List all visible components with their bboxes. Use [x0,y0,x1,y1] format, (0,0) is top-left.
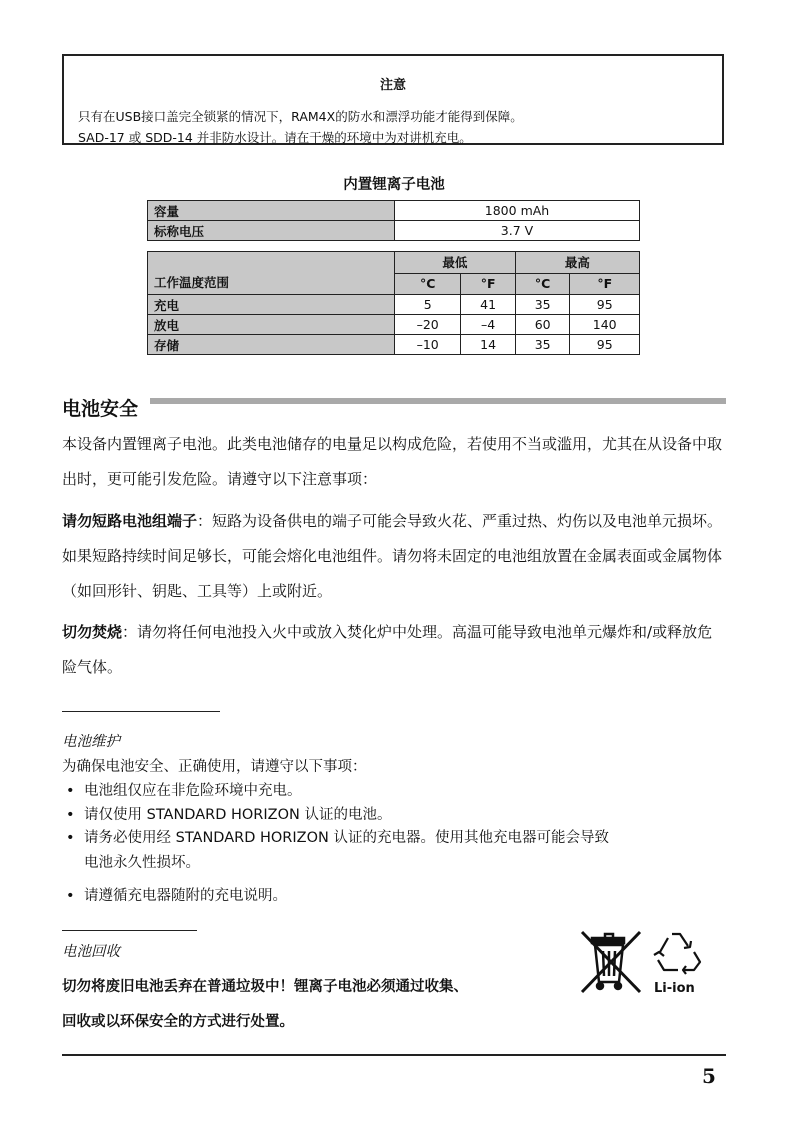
cell: 95 [570,335,640,355]
list-item: • 请遵循充电器随附的充电说明。 [66,888,287,904]
safety-intro: 本设备内置锂离子电池。此类电池储存的电量足以构成危险，若使用不当或滥用，尤其在从设备中取出时，更可能引发危险。请遵守以下注意事项： [62,435,723,488]
crossed-bin-icon [578,928,644,996]
incineration-text: ：请勿将任何电池投入火中或放入焚化炉中处理。高温可能导致电池单元爆炸和/或释放危险气体。 [62,623,713,676]
short-circuit-label: 请勿短路电池组端子 [62,512,198,530]
voltage-value: 3.7 V [395,221,640,241]
cell: –10 [395,335,461,355]
cell: 35 [515,335,570,355]
list-item: • 请务必使用经 STANDARD HORIZON 认证的充电器。使用其他充电器可能会导致 [66,830,609,846]
section-heading-bar [150,398,726,404]
cell: –4 [461,315,516,335]
recycle-icon [650,928,706,976]
table-row [148,335,640,355]
cell: 95 [570,295,640,315]
table-row [148,315,640,335]
min-celsius-header: °C [395,273,461,295]
page-number: 5 [702,1064,716,1088]
table-row [148,221,640,241]
notice-line-1: 只有在USB接口盖完全锁紧的情况下，RAM4X的防水和漂浮功能才能得到保障。 [78,109,523,124]
list-item-continuation: 电池永久性损坏。 [84,855,200,871]
cell: 5 [395,295,461,315]
list-item: • 电池组仅应在非危险环境中充电。 [66,783,302,799]
recycling-title: 电池回收 [62,944,120,960]
cell: 140 [570,315,640,335]
list-item: • 请仅使用 STANDARD HORIZON 认证的电池。 [66,807,392,823]
row-label: 存储 [148,335,395,355]
footer-rule [62,1054,726,1056]
row-label: 充电 [148,295,395,315]
table-row [148,252,640,274]
maintenance-title: 电池维护 [62,734,120,750]
cell: 60 [515,315,570,335]
recycling-text-line-2: 回收或以环保安全的方式进行处置。 [62,1014,294,1030]
incineration-warning [62,615,726,685]
row-label: 放电 [148,315,395,335]
voltage-label: 标称电压 [148,221,395,241]
battery-table-caption: 内置锂离子电池 [343,177,445,193]
capacity-value: 1800 mAh [395,201,640,221]
recycling-text-line-1: 切勿将废旧电池丢弃在普通垃圾中！锂离子电池必须通过收集、 [62,979,468,995]
maintenance-intro: 为确保电池安全、正确使用，请遵守以下事项： [62,759,367,775]
incineration-label: 切勿焚烧 [62,623,123,641]
max-fahrenheit-header: °F [570,273,640,295]
temperature-range-label: 工作温度范围 [148,252,395,295]
max-celsius-header: °C [515,273,570,295]
battery-temperature-table [147,251,640,355]
table-row [148,201,640,221]
max-header: 最高 [515,252,639,274]
min-fahrenheit-header: °F [461,273,516,295]
short-circuit-text: ：短路为设备供电的端子可能会导致火花、严重过热、灼伤以及电池单元损坏。如果短路持续时间足够长，可能会熔化电池组件。请勿将未固定的电池组放置在金属表面或金属物体（如回形针、钥匙、工具等）上或附近。 [62,512,723,600]
table-row [148,295,640,315]
short-circuit-warning [62,504,726,609]
cell: 41 [461,295,516,315]
cell: 35 [515,295,570,315]
notice-line-2: SAD-17 或 SDD-14 并非防水设计。请在干燥的环境中为对讲机充电。 [78,130,472,145]
capacity-label: 容量 [148,201,395,221]
maintenance-divider [62,711,220,712]
section-heading: 电池安全 [62,398,139,420]
recycling-divider [62,930,197,931]
cell: –20 [395,315,461,335]
min-header: 最低 [395,252,516,274]
li-ion-label: Li-ion [654,981,695,996]
notice-box [62,54,724,145]
battery-capacity-table [147,200,640,241]
notice-title: 注意 [379,78,406,93]
cell: 14 [461,335,516,355]
